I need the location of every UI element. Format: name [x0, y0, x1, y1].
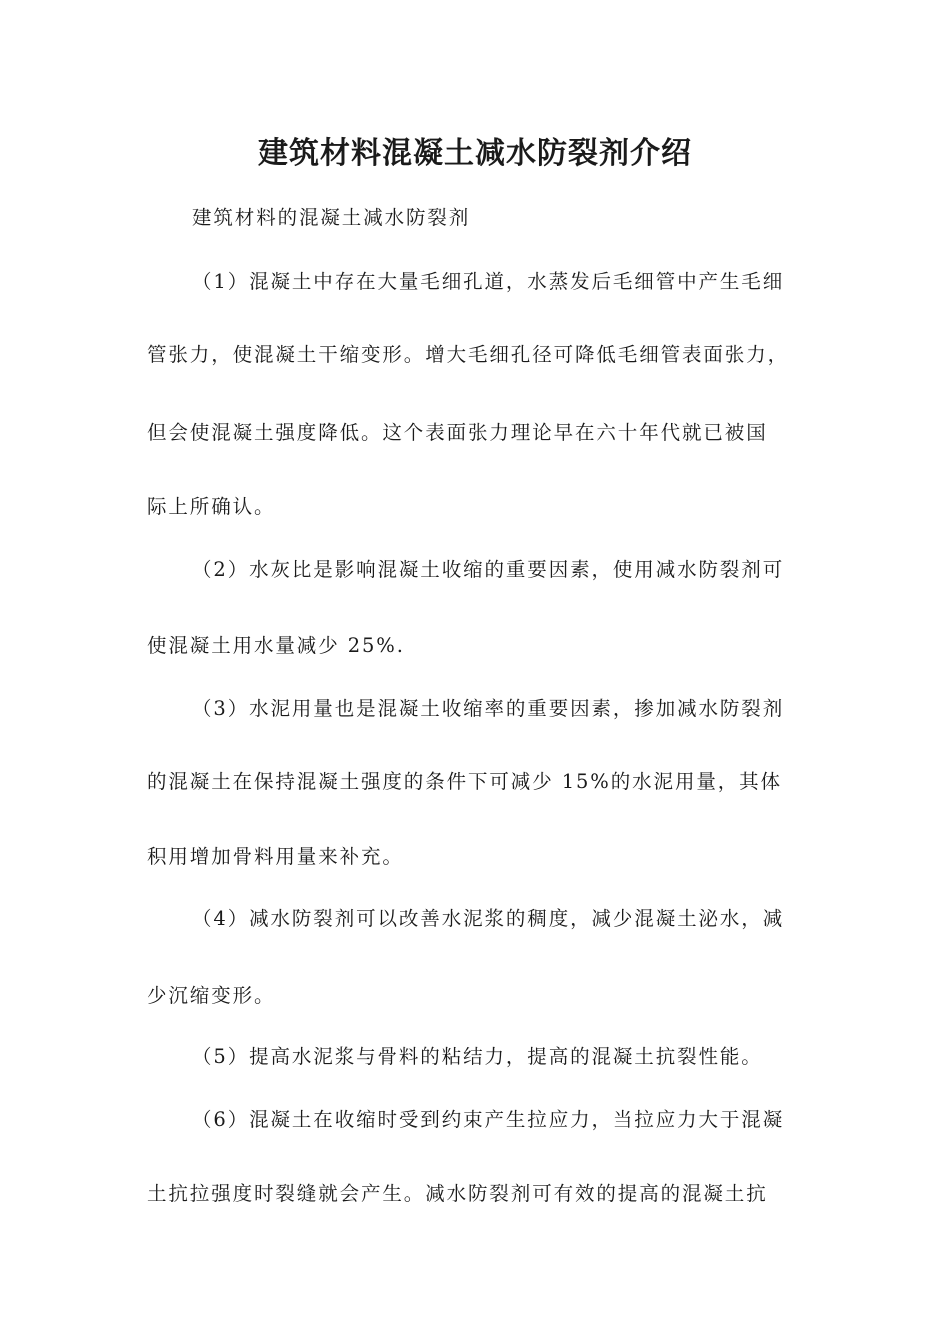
paragraph-4-line-1: （4）减水防裂剂可以改善水泥浆的稠度，减少混凝土泌水，减 [192, 907, 785, 930]
paragraph-3-line-3: 积用增加骨料用量来补充。 [147, 845, 404, 868]
paragraph-2-line-2: 使混凝土用水量减少 25%. [147, 634, 405, 657]
paragraph-1-line-3: 但会使混凝土强度降低。这个表面张力理论早在六十年代就已被国 [147, 421, 768, 444]
paragraph-1-line-1: （1）混凝土中存在大量毛细孔道，水蒸发后毛细管中产生毛细 [192, 270, 785, 293]
paragraph-1-line-4: 际上所确认。 [147, 495, 276, 518]
document-subtitle: 建筑材料的混凝土减水防裂剂 [192, 206, 471, 229]
document-title: 建筑材料混凝土减水防裂剂介绍 [258, 136, 692, 171]
paragraph-6-line-2: 土抗拉强度时裂缝就会产生。减水防裂剂可有效的提高的混凝土抗 [147, 1182, 768, 1205]
paragraph-3-line-2: 的混凝土在保持混凝土强度的条件下可减少 15%的水泥用量，其体 [147, 770, 782, 793]
paragraph-6-line-1: （6）混凝土在收缩时受到约束产生拉应力，当拉应力大于混凝 [192, 1108, 785, 1131]
paragraph-3-line-1: （3）水泥用量也是混凝土收缩率的重要因素，掺加减水防裂剂 [192, 697, 785, 720]
paragraph-4-line-2: 少沉缩变形。 [147, 984, 276, 1007]
paragraph-1-line-2: 管张力，使混凝土干缩变形。增大毛细孔径可降低毛细管表面张力， [147, 343, 790, 366]
paragraph-2-line-1: （2）水灰比是影响混凝土收缩的重要因素，使用减水防裂剂可 [192, 558, 785, 581]
paragraph-5-line-1: （5）提高水泥浆与骨料的粘结力，提高的混凝土抗裂性能。 [192, 1045, 763, 1068]
